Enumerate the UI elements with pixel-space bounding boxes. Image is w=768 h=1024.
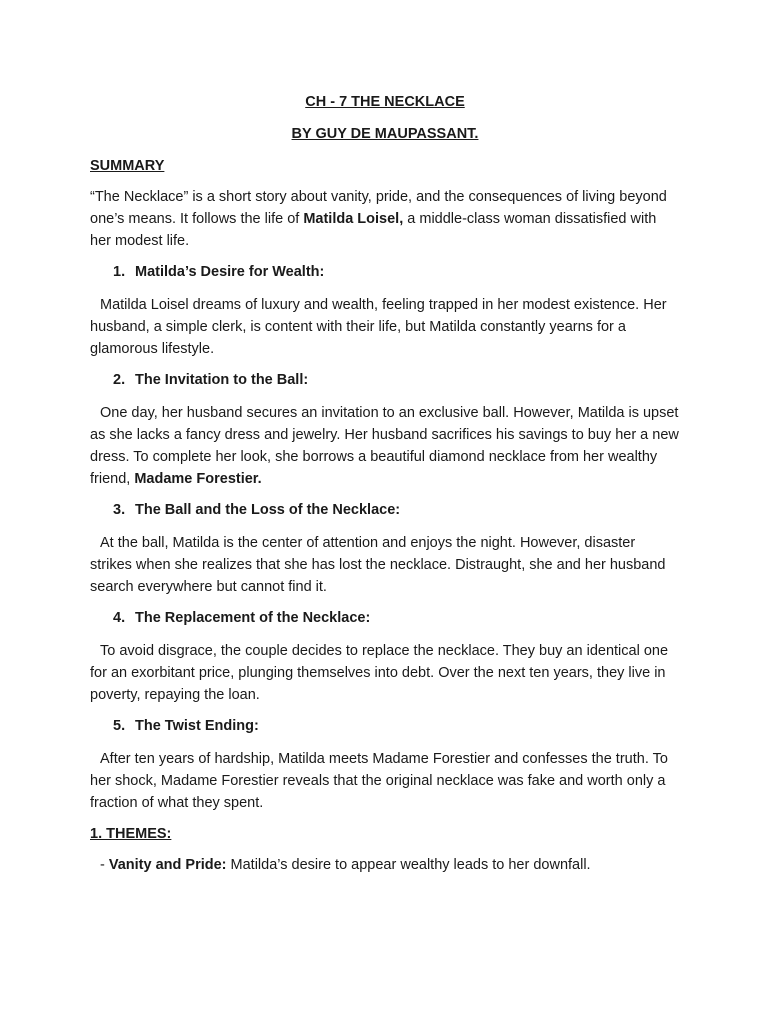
theme-title: Vanity and Pride: <box>108 857 227 873</box>
section-title: Matilda’s Desire for Wealth: <box>135 264 325 280</box>
theme-item <box>90 854 680 876</box>
themes-heading: 1. THEMES: <box>90 826 172 842</box>
section-number: 1. <box>113 264 126 280</box>
section-number: 5. <box>113 718 126 734</box>
intro-text-1: “The Necklace” is a short story about vanity, pride, and the consequences of living beyond one’s means. It follows the life of <box>90 189 667 227</box>
section-paragraph-3: At the ball, Matilda is the center of attention and enjoys the night. However, disaster strikes when she realizes that she has lost the necklace. Distraught, she and her husband search everywhere but cannot find it. <box>90 535 666 595</box>
section-paragraph-1: Matilda Loisel dreams of luxury and wealth, feeling trapped in her modest existence. Her husband, a simple clerk, is content with their life, but Matilda constantly yearns for a glamorous lifestyle. <box>90 297 667 357</box>
intro-bold-name: Matilda Loisel, <box>303 211 404 227</box>
intro-text-2: a middle-class woman dissatisfied with her modest life. <box>90 211 657 249</box>
section-paragraph-5: After ten years of hardship, Matilda meets Madame Forestier and confesses the truth. To her shock, Madame Forestier reveals that the original necklace was fake and worth only a fraction of what they spent. <box>90 751 668 811</box>
section-title: The Twist Ending: <box>135 718 259 734</box>
section-paragraph-2 <box>90 402 680 490</box>
section-heading-1 <box>90 262 680 282</box>
intro-paragraph <box>90 186 680 252</box>
section-number: 2. <box>113 372 126 388</box>
section-bold-name: Madame Forestier. <box>134 471 262 487</box>
section-number: 4. <box>113 610 126 626</box>
section-heading-2 <box>90 370 680 390</box>
section-title: The Invitation to the Ball: <box>135 372 309 388</box>
section-title: The Replacement of the Necklace: <box>135 610 371 626</box>
section-heading-4 <box>90 608 680 628</box>
document-page <box>90 92 680 876</box>
theme-text: Matilda’s desire to appear wealthy leads to her downfall. <box>226 857 591 873</box>
author-line: BY GUY DE MAUPASSANT. <box>291 126 479 142</box>
section-text: One day, her husband secures an invitation to an exclusive ball. However, Matilda is upset as she lacks a fancy dress and jewelry. Her husband sacrifices his savings to buy her a new dress. To complete her look, she borrows a beautiful diamond necklace from her wealthy friend, <box>90 405 679 487</box>
section-number: 3. <box>113 502 126 518</box>
summary-heading: SUMMARY <box>90 158 165 174</box>
section-title: The Ball and the Loss of the Necklace: <box>135 502 401 518</box>
theme-prefix: - <box>100 857 109 873</box>
section-heading-3 <box>90 500 680 520</box>
section-heading-5 <box>90 716 680 736</box>
document-title: CH - 7 THE NECKLACE <box>305 94 465 110</box>
section-paragraph-4: To avoid disgrace, the couple decides to replace the necklace. They buy an identical one for an exorbitant price, plunging themselves into debt. Over the next ten years, they live in poverty, repaying the loan. <box>90 643 669 703</box>
